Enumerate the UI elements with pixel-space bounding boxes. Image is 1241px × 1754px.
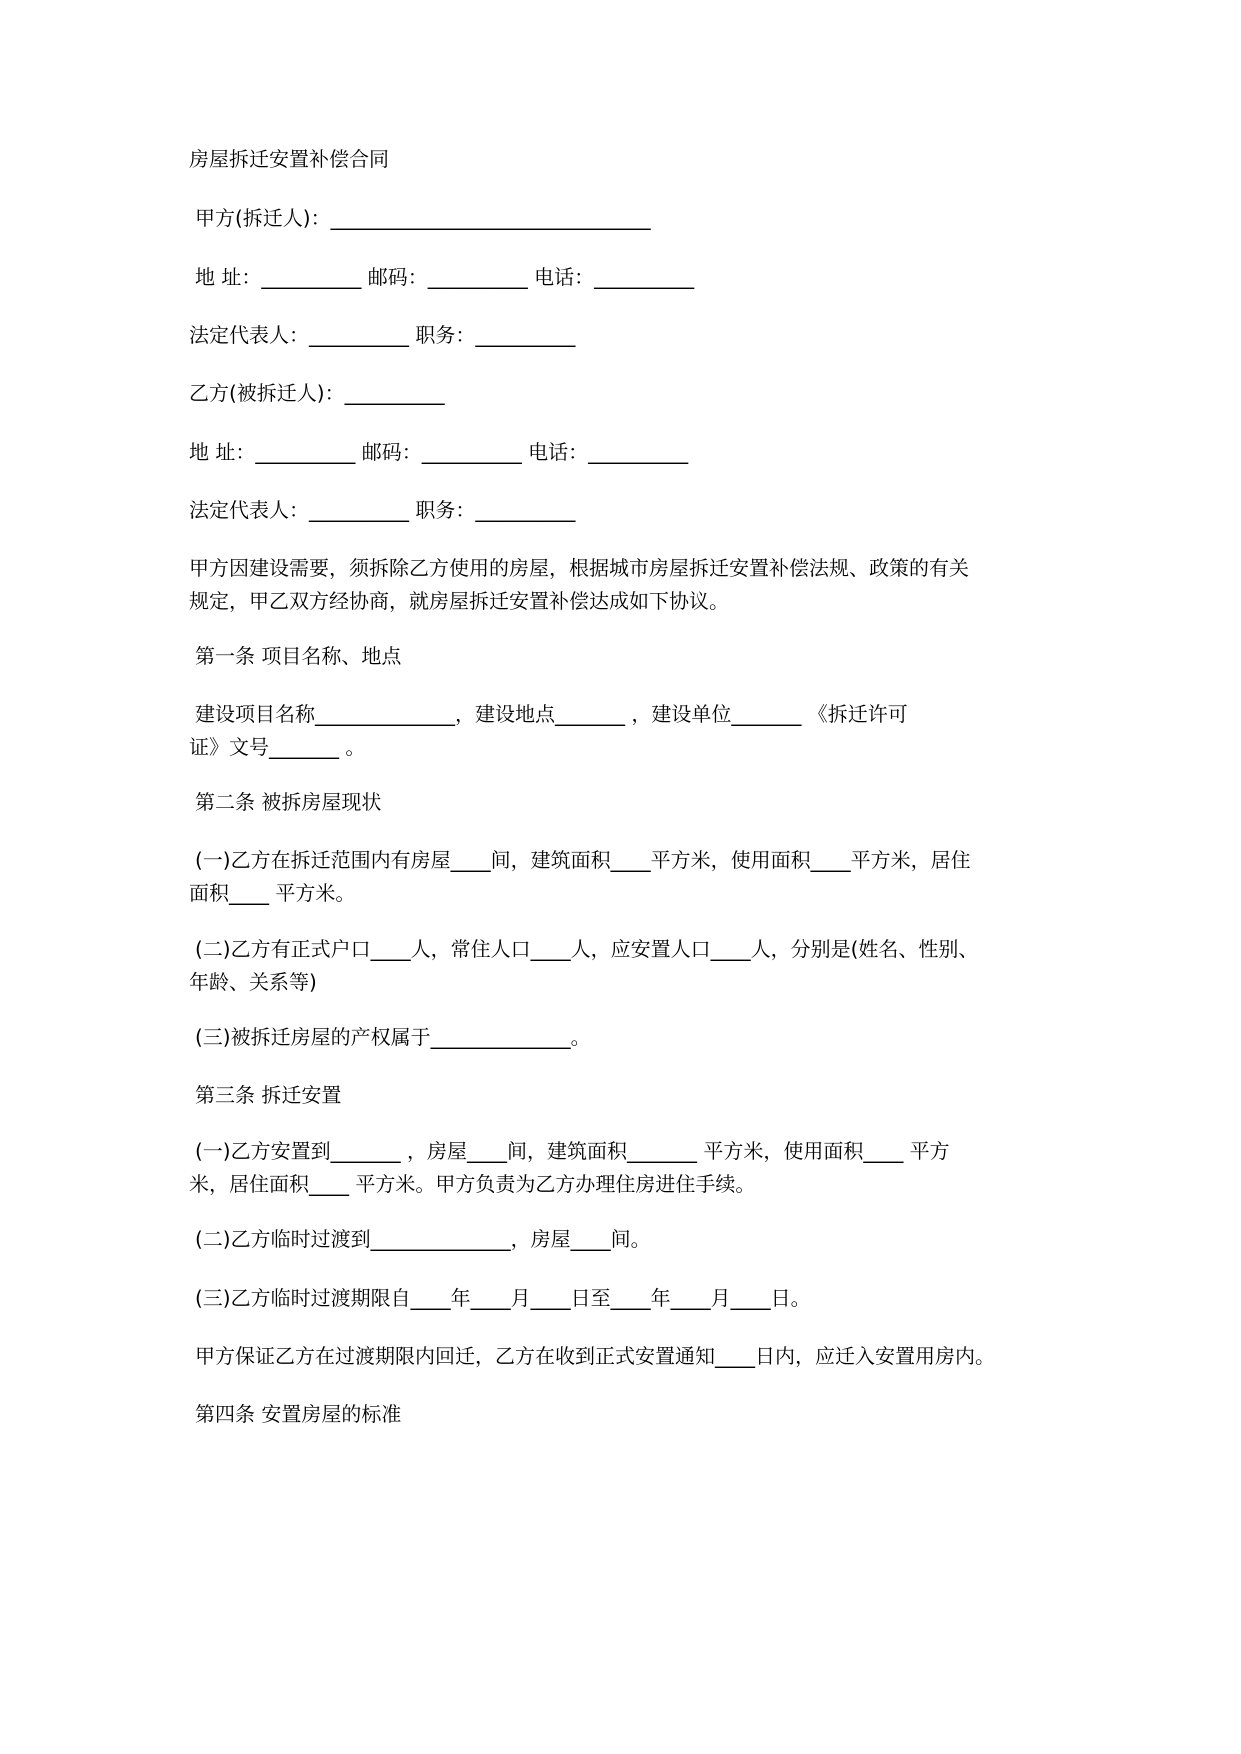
preamble-line-2: 规定，甲乙双方经协商，就房屋拆迁安置补偿达成如下协议。 [189, 589, 729, 613]
article-3-item-4: 甲方保证乙方在过渡期限内回迁，乙方在收到正式安置通知____日内，应迁入安置用房内。 [195, 1344, 995, 1368]
party-a-line: 甲方(拆迁人)：________________________________ [195, 206, 651, 230]
article-1-text-line-2: 证》文号_______ 。 [189, 735, 366, 759]
article-2-item-2-line-2: 年龄、关系等) [189, 970, 317, 994]
article-3-item-2: (二)乙方临时过渡到______________，房屋____间。 [195, 1227, 651, 1251]
article-2-item-1-line-2: 面积____ 平方米。 [189, 881, 356, 905]
article-2-item-1-line-1: (一)乙方在拆迁范围内有房屋____间，建筑面积____平方米，使用面积____平方米，居住 [195, 848, 971, 872]
article-1-title: 第一条 项目名称、地点 [195, 644, 402, 668]
article-3-item-3: (三)乙方临时过渡期限自____年____月____日至____年____月____日。 [195, 1286, 811, 1310]
article-4-title: 第四条 安置房屋的标准 [195, 1402, 402, 1426]
party-a-representative-line: 法定代表人：__________ 职务：__________ [189, 323, 576, 347]
article-3-item-1-line-1: (一)乙方安置到_______ ，房屋____间，建筑面积_______ 平方米，使用面积____ 平方 [195, 1139, 950, 1163]
article-2-title: 第二条 被拆房屋现状 [195, 790, 382, 814]
party-a-address-line: 地 址：__________ 邮码：__________ 电话：__________ [195, 265, 695, 289]
party-b-line: 乙方(被拆迁人)：__________ [189, 381, 445, 405]
article-3-title: 第三条 拆迁安置 [195, 1083, 342, 1107]
article-3-item-1-line-2: 米，居住面积____ 平方米。甲方负责为乙方办理住房进住手续。 [189, 1172, 756, 1196]
preamble-line-1: 甲方因建设需要，须拆除乙方使用的房屋，根据城市房屋拆迁安置补偿法规、政策的有关 [189, 556, 969, 580]
document-title: 房屋拆迁安置补偿合同 [189, 147, 389, 171]
article-1-text-line-1: 建设项目名称______________，建设地点_______ ，建设单位_______ 《拆迁许可 [195, 702, 908, 726]
party-b-representative-line: 法定代表人：__________ 职务：__________ [189, 498, 576, 522]
party-b-address-line: 地 址：__________ 邮码：__________ 电话：__________ [189, 440, 689, 464]
article-2-item-3: (三)被拆迁房屋的产权属于______________。 [195, 1025, 591, 1049]
article-2-item-2-line-1: (二)乙方有正式户口____人，常住人口____人，应安置人口____人，分别是(姓名、性别、 [195, 937, 979, 961]
